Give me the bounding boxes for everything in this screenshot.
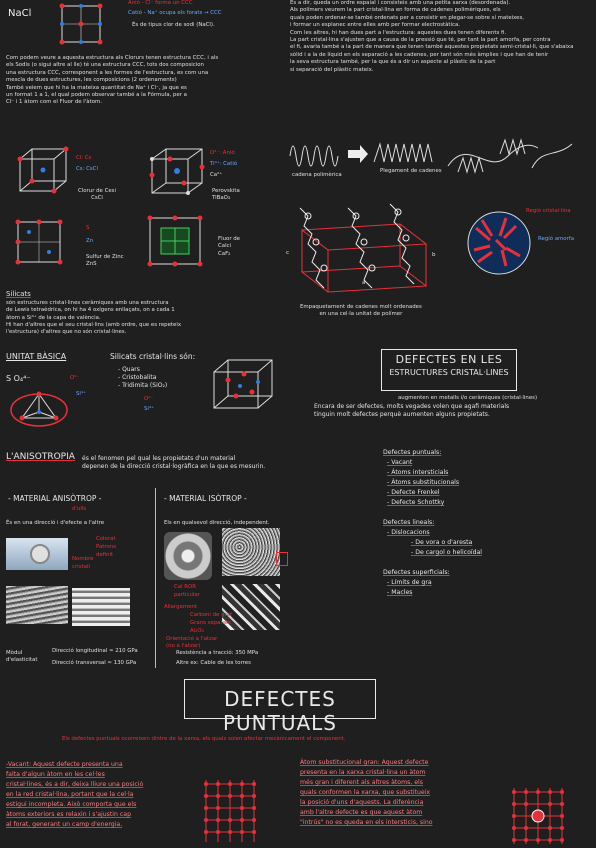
perovskite-name: Perovskita TiBaO₃ (212, 188, 240, 202)
anisotropy-title (6, 452, 75, 462)
defect-list-item: - Àtoms intersticials (387, 469, 449, 476)
elasticity-modulus-label: Mòdul d'elasticitat (6, 650, 38, 664)
iso-note: Al₂O₃ (190, 628, 204, 634)
substitutional-lattice-diagram (508, 786, 568, 846)
tetrahedron-diagram (8, 388, 70, 432)
amorphous-region-label: Regió amorfa (538, 236, 575, 242)
unit-cell-dim-a: a (362, 280, 366, 286)
defect-list-lineals-title: Defectes lineals: (383, 519, 435, 526)
point-defects-title: DEFECTES PUNTUALS (222, 687, 338, 735)
defects-title-box (381, 349, 517, 391)
silicats-paragraph (6, 284, 296, 337)
anisotropic-description: És en una direcció i d'efecte a l'altre (6, 520, 105, 526)
polymer-paragraph: És a dir, queda un ordre espaial i consisteix amb una petita xarxa (desordenada). Als polímers veurem la part cristal·lina en forma de cadenes polimèriques, els quals poden ordenar-se també ordenats per a consistir en plegar-se sobre sí mateixes, i formar un esplanec entre elles amb per formar electrostàtica. Com les altres, hi han dues part a l'estructura: aquestes dues tenen diferents fi. La part cristal·lina s'ajusten que a causa de la pressió que té, per tant la part amorfa, per contra el fi, avaria també a la part de manera que tenen també aquestes propietats semi-cristal·li, que s'abaixa sòlid i a la de líquid en els separació a les cadenes, per tant són més àmplies i que han de tenir la seva estructura també, per la que és a dir un aspecte al plàstic de la part si separació del plàstic mateix. (290, 0, 574, 73)
point-defects-intro: Els defectes puntuals ocorreixen dintre de la xarxa, els quals solen afectar mecànicament el component. (62, 736, 346, 742)
defect-list (383, 448, 583, 598)
silicats-text: són estructures cristal·lines ceràmiques amb una estructura de Lewis tetraèdrica, on hi ha 4 oxígens enllaçats, on a cada 1 àtom a Si⁴⁺ de la capa de valència. Hi han d'altres que el seu cristal·lins (amb ordre, que es repeteix l'estructura) d'altres que no són cristal·lines. (6, 299, 182, 336)
semicrystalline-sphere (466, 210, 532, 276)
zns-legend-zn: Zn (86, 238, 94, 244)
nacl-cube-diagram (58, 2, 110, 46)
unit-cell-dim-c: c (286, 250, 289, 256)
anisotropic-note: d'ulls (72, 506, 87, 512)
cscl-name: Clorur de Cesi CsCl (78, 188, 116, 202)
unit-basic-title: UNITAT BÀSICA (6, 352, 67, 361)
polymer-label-folding: Plegament de cadenes (380, 168, 442, 174)
iso-note: Grans separats (190, 620, 231, 626)
anisotropy-divider (155, 488, 156, 668)
zns-name: Sulfur de Zinc ZnS (86, 254, 124, 268)
silica-crystal-diagram (208, 356, 278, 412)
isotropic-disk-photo (164, 532, 212, 580)
defect-list-superficials-title: Defectes superficials: (383, 569, 450, 576)
aniso-note: definit (96, 552, 114, 558)
anisotropy-label: L'ANISOTROPIA (6, 452, 75, 462)
defects-title-line2: ESTRUCTURES CRISTAL·LINES (389, 368, 509, 377)
defect-list-item: - Defecte Frenkel (387, 489, 440, 496)
elasticity-longitudinal: Direcció longitudinal ≈ 210 GPa (52, 648, 138, 654)
aniso-note: cristall (72, 564, 90, 570)
defects-subtitle: augmenten en metalls i/o ceràmiques (cristal·lines) (398, 395, 538, 401)
perovskite-cube-diagram (146, 145, 208, 201)
iso-note: Orientació a l'atzar (no a l'atzar) (166, 636, 218, 650)
substitutional-paragraph: Àtom substitucional gran: Aquest defecte presenta en la xarxa cristal·lina un àtom més gran i diferent als altres àtoms, els quals conformen la xarxa, que substitueix la posició d'uns d'aquests. La diferència amb l'altre defecte es que aquest àtom "intrús" no es queda en els intersticis, sino (300, 759, 433, 826)
nacl-legend-type: És de tipus clor de sodi (NaCl). (132, 22, 215, 28)
isotropic-zoom-marker (276, 552, 288, 566)
polymer-unit-cell-diagram (290, 200, 440, 310)
sio4-formula: S O₄⁴⁻ (6, 374, 31, 383)
defect-list-item: - De vora o d'aresta (411, 539, 473, 546)
silicats-crystal-item: - Cristobalita (118, 374, 157, 381)
silicats-dot-o: O²⁻ (144, 396, 154, 402)
defect-list-item: - De cargol o helicoïdal (411, 549, 483, 556)
isotropic-description: Els en qualsevol direcció, independent. (164, 520, 270, 526)
perovskite-legend-ti: Ti⁴⁺: Catió (210, 161, 238, 167)
defect-list-item: - Límits de gra (387, 579, 432, 586)
vacancy-lattice-diagram (200, 778, 258, 844)
isotropic-example: Altre ex: Cable de les torres (176, 660, 251, 666)
aniso-note: Colorat (96, 536, 116, 542)
defect-list-puntuals-title: Defectes puntuals: (383, 449, 442, 456)
nacl-title: NaCl (8, 8, 32, 19)
cscl-legend-cs: Cs: CsCl (76, 166, 98, 172)
silicats-crystal-item: - Tridimita (SiO₂) (118, 382, 168, 389)
isotropic-random-grain-photo (222, 528, 280, 576)
defect-list-item: - Macles (387, 589, 413, 596)
iso-note: Carboni de graf (190, 612, 232, 618)
anisotropic-sample-photo (6, 538, 68, 570)
unit-cell-caption: Empaquetament de cadenes molt ordenades en una cel·la unitat de polímer (300, 304, 422, 318)
cscl-cube-diagram (14, 145, 74, 197)
perovskite-legend-o: O²⁻: Anió (210, 150, 235, 156)
anisotropic-header: - MATERIAL ANISÒTROP - (8, 494, 102, 503)
silicats-label: Silicats (6, 290, 31, 299)
vacancy-paragraph: -Vacant: Aquest defecte presenta una falta d'algun àtom en les cel·les cristal·lines, és a dir, deixa lliure una posició en la red cristal·lina, portant que la cel·la estigui incompleta. Això comporta que els àtoms exteriors es relaxin i s'ajustin cap al forat, generant un camp d'energia. (6, 761, 144, 828)
cscl-legend-cl: Cl: Cs (76, 155, 92, 161)
silicats-crystal-item: - Quars (118, 366, 140, 373)
defect-list-item: - Defecte Schottky (387, 499, 445, 506)
sio4-legend-si: Si⁴⁺ (76, 391, 86, 397)
isotropic-header: - MATERIAL ISÒTROP - (164, 494, 247, 503)
defect-list-item: - Dislocacions (387, 529, 430, 536)
zns-legend-s: S (86, 225, 90, 231)
wire-cross-section-icon (30, 544, 50, 564)
iso-note: Allargament (164, 604, 197, 610)
anisotropy-text: és el fenomen pel qual les propietats d'un material depenen de la direcció cristal·logràfica en la que es mesurin. (82, 455, 266, 470)
nacl-legend-cation: Catió - Na⁺ ocupa els forats → CCC (128, 10, 222, 16)
defects-intro: Encara de ser defectes, molts vegades volen que agafi materials tinguin molt defectes perquè aumenten alguns propietats. (314, 403, 510, 418)
polymer-label-chain: cadena polimèrica (292, 172, 342, 178)
defect-list-item: - Àtoms substitucionals (387, 479, 460, 486)
sio4-legend-o: O²⁻ (70, 375, 80, 381)
aniso-note: Patrons (96, 544, 117, 550)
iso-note: particular (174, 592, 200, 598)
zns-cube-diagram (12, 214, 70, 266)
aniso-note: Nombre (72, 556, 94, 562)
silicats-crystal-title: Silicats cristal·lins són: (110, 352, 196, 361)
defects-title-line1: DEFECTES EN LES (395, 353, 503, 366)
silicats-dot-si: Si⁴⁺ (144, 406, 154, 412)
perovskite-legend-ca: Ca²⁺ (210, 172, 223, 178)
crystal-region-label: Regió cristal·lina (526, 208, 571, 214)
nacl-paragraph: Com podem veure a aquesta estructura als Clorurs tenen estructura CCC, i als els Sodis (o sigui altre al lle) té una estructura CCC, tots dos composicion una estructura CCC, corresponent a les formes de l'estructura, es com una mescla de dues estructures, les composicions (2 ordenaments) També veiem que hi ha la mateixa quantitat de Na⁺ i Cl⁻, ja que es un format 1 a 1, el qual podem observar també a la Fórmula, per a Cl⁻ i 1 àtom com el Fluor de l'àtom. (6, 55, 219, 106)
caf2-cube-diagram (146, 214, 206, 268)
anisotropic-grain-photo (6, 586, 68, 624)
caf2-name: Fluor de Calci CaF₂ (218, 236, 240, 257)
isotropic-tensile-strength: Resistència a tracció: 350 MPa (176, 650, 259, 656)
elasticity-transversal: Direcció transversal ≈ 130 GPa (52, 660, 137, 666)
unit-cell-dim-b: b (432, 252, 436, 258)
anisotropic-fiber-photo (72, 588, 130, 626)
iso-note: Cal ROR (174, 584, 197, 590)
point-defects-title-box (184, 679, 376, 735)
defect-list-item: - Vacant (387, 459, 413, 466)
nacl-legend-anion: Anió - Cl⁻ forma un CCC (128, 0, 193, 6)
